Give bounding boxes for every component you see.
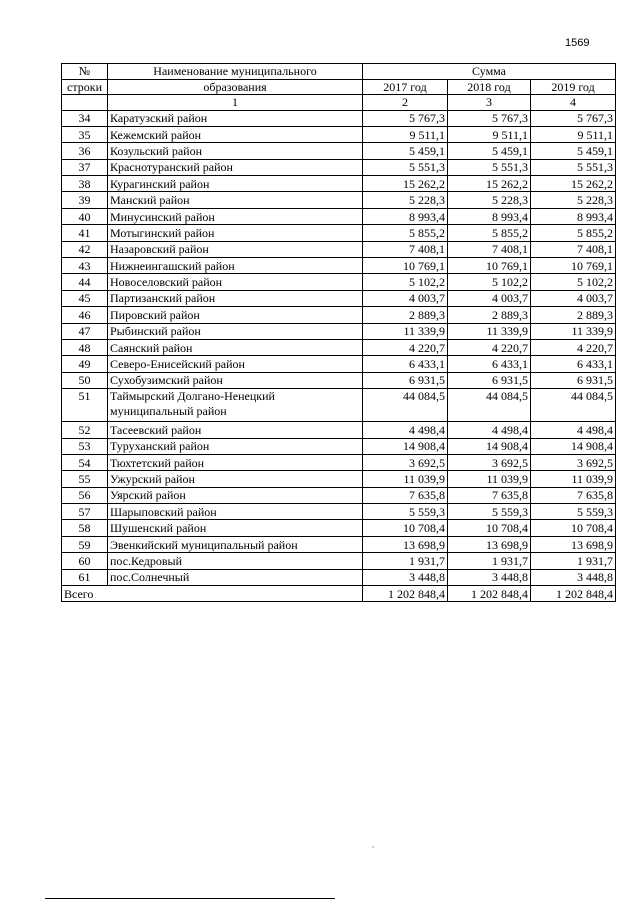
table-row (62, 553, 616, 569)
total-label: Всего (62, 586, 108, 602)
value-2018: 5 228,3 (448, 192, 531, 208)
value-2017: 6 931,5 (363, 372, 448, 388)
table-row (62, 290, 616, 306)
municipality-name: Эвенкийский муниципальный район (108, 536, 363, 552)
table-row (62, 307, 616, 323)
total-value-2018: 1 202 848,4 (448, 586, 531, 602)
value-2018: 10 769,1 (448, 258, 531, 274)
table-row (62, 323, 616, 339)
column-header-number-line2: строки (62, 79, 108, 95)
row-number: 45 (62, 290, 108, 306)
municipality-name: Каратузский район (108, 110, 363, 126)
row-number: 58 (62, 520, 108, 536)
value-2017: 10 769,1 (363, 258, 448, 274)
value-2017: 44 084,5 (363, 389, 448, 422)
table-header (62, 64, 616, 111)
value-2018: 5 551,3 (448, 159, 531, 175)
column-header-year-2017: 2017 год (363, 79, 448, 95)
value-2019: 5 855,2 (531, 225, 616, 241)
value-2017: 7 635,8 (363, 487, 448, 503)
value-2017: 1 931,7 (363, 553, 448, 569)
index-cell: 1 (108, 95, 363, 111)
column-header-name-line2: образования (108, 79, 363, 95)
total-empty-cell (108, 586, 363, 602)
row-number: 54 (62, 454, 108, 470)
value-2017: 5 767,3 (363, 110, 448, 126)
index-cell: 3 (448, 95, 531, 111)
value-2017: 5 855,2 (363, 225, 448, 241)
row-number: 39 (62, 192, 108, 208)
row-number: 38 (62, 176, 108, 192)
value-2019: 2 889,3 (531, 307, 616, 323)
value-2017: 11 039,9 (363, 471, 448, 487)
table-row (62, 225, 616, 241)
table-row (62, 471, 616, 487)
value-2018: 9 511,1 (448, 126, 531, 142)
table-row (62, 274, 616, 290)
value-2019: 6 433,1 (531, 356, 616, 372)
value-2017: 9 511,1 (363, 126, 448, 142)
municipality-name: Тасеевский район (108, 422, 363, 438)
row-number: 49 (62, 356, 108, 372)
table-row (62, 176, 616, 192)
value-2017: 4 220,7 (363, 339, 448, 355)
municipality-name: Уярский район (108, 487, 363, 503)
table-body (62, 110, 616, 586)
municipality-name: Пировский район (108, 307, 363, 323)
municipality-name: Краснотуранский район (108, 159, 363, 175)
value-2017: 10 708,4 (363, 520, 448, 536)
scan-speck (372, 846, 374, 848)
page-number: 1569 (565, 37, 590, 49)
row-number: 61 (62, 569, 108, 585)
value-2017: 5 102,2 (363, 274, 448, 290)
municipality-name: Новоселовский район (108, 274, 363, 290)
municipality-name: Кежемский район (108, 126, 363, 142)
municipality-name: Саянский район (108, 339, 363, 355)
value-2017: 15 262,2 (363, 176, 448, 192)
municipality-name: Тюхтетский район (108, 454, 363, 470)
row-number: 44 (62, 274, 108, 290)
table-row (62, 438, 616, 454)
table-row (62, 569, 616, 585)
total-row (62, 586, 616, 602)
subsidy-table (61, 63, 616, 602)
table-row (62, 339, 616, 355)
value-2019: 13 698,9 (531, 536, 616, 552)
table-row (62, 536, 616, 552)
index-cell (62, 95, 108, 111)
row-number: 41 (62, 225, 108, 241)
row-number: 40 (62, 208, 108, 224)
value-2018: 5 459,1 (448, 143, 531, 159)
municipality-name: Шарыповский район (108, 504, 363, 520)
row-number: 57 (62, 504, 108, 520)
value-2019: 7 408,1 (531, 241, 616, 257)
value-2019: 5 102,2 (531, 274, 616, 290)
row-number: 34 (62, 110, 108, 126)
value-2017: 4 498,4 (363, 422, 448, 438)
row-number: 42 (62, 241, 108, 257)
value-2019: 11 039,9 (531, 471, 616, 487)
row-number: 48 (62, 339, 108, 355)
column-header-year-2018: 2018 год (448, 79, 531, 95)
total-value-2019: 1 202 848,4 (531, 586, 616, 602)
value-2019: 9 511,1 (531, 126, 616, 142)
table-row (62, 372, 616, 388)
municipality-name: Партизанский район (108, 290, 363, 306)
value-2017: 4 003,7 (363, 290, 448, 306)
table-row (62, 159, 616, 175)
row-number: 55 (62, 471, 108, 487)
table-row (62, 126, 616, 142)
value-2019: 4 498,4 (531, 422, 616, 438)
value-2019: 8 993,4 (531, 208, 616, 224)
row-number: 46 (62, 307, 108, 323)
table-row (62, 143, 616, 159)
index-cell: 4 (531, 95, 616, 111)
municipality-name: Козульский район (108, 143, 363, 159)
table-row (62, 520, 616, 536)
value-2018: 10 708,4 (448, 520, 531, 536)
value-2018: 1 931,7 (448, 553, 531, 569)
value-2017: 3 448,8 (363, 569, 448, 585)
row-number: 51 (62, 389, 108, 422)
value-2018: 11 039,9 (448, 471, 531, 487)
municipality-name: Манский район (108, 192, 363, 208)
table-row (62, 454, 616, 470)
value-2019: 10 769,1 (531, 258, 616, 274)
value-2019: 6 931,5 (531, 372, 616, 388)
row-number: 52 (62, 422, 108, 438)
value-2019: 5 559,3 (531, 504, 616, 520)
municipality-name: Шушенский район (108, 520, 363, 536)
table-row (62, 258, 616, 274)
table-row (62, 356, 616, 372)
municipality-name: Курагинский район (108, 176, 363, 192)
value-2019: 5 551,3 (531, 159, 616, 175)
table-row (62, 487, 616, 503)
value-2018: 13 698,9 (448, 536, 531, 552)
row-number: 53 (62, 438, 108, 454)
value-2019: 4 003,7 (531, 290, 616, 306)
index-cell: 2 (363, 95, 448, 111)
value-2017: 5 459,1 (363, 143, 448, 159)
municipality-name: Ужурский район (108, 471, 363, 487)
value-2018: 6 433,1 (448, 356, 531, 372)
total-value-2017: 1 202 848,4 (363, 586, 448, 602)
municipality-name: Мотыгинский район (108, 225, 363, 241)
value-2018: 3 448,8 (448, 569, 531, 585)
row-number: 50 (62, 372, 108, 388)
value-2019: 5 767,3 (531, 110, 616, 126)
table-row (62, 389, 616, 422)
table-row (62, 241, 616, 257)
municipality-name: Северо-Енисейский район (108, 356, 363, 372)
municipality-name: Минусинский район (108, 208, 363, 224)
table-row (62, 208, 616, 224)
column-header-sum: Сумма (363, 64, 616, 80)
value-2019: 44 084,5 (531, 389, 616, 422)
value-2017: 6 433,1 (363, 356, 448, 372)
table-row (62, 504, 616, 520)
value-2017: 3 692,5 (363, 454, 448, 470)
value-2017: 7 408,1 (363, 241, 448, 257)
row-number: 47 (62, 323, 108, 339)
value-2018: 4 003,7 (448, 290, 531, 306)
row-number: 59 (62, 536, 108, 552)
value-2018: 8 993,4 (448, 208, 531, 224)
row-number: 36 (62, 143, 108, 159)
value-2018: 7 635,8 (448, 487, 531, 503)
value-2018: 2 889,3 (448, 307, 531, 323)
row-number: 60 (62, 553, 108, 569)
municipality-name: Рыбинский район (108, 323, 363, 339)
municipality-name: Назаровский район (108, 241, 363, 257)
row-number: 56 (62, 487, 108, 503)
value-2017: 11 339,9 (363, 323, 448, 339)
value-2017: 8 993,4 (363, 208, 448, 224)
row-number: 35 (62, 126, 108, 142)
value-2019: 11 339,9 (531, 323, 616, 339)
table-row (62, 110, 616, 126)
value-2018: 7 408,1 (448, 241, 531, 257)
value-2019: 15 262,2 (531, 176, 616, 192)
table-row (62, 422, 616, 438)
value-2017: 14 908,4 (363, 438, 448, 454)
column-header-name-line1: Наименование муниципального (108, 64, 363, 80)
value-2018: 3 692,5 (448, 454, 531, 470)
municipality-name: Туруханский район (108, 438, 363, 454)
municipality-name: Нижнеингашский район (108, 258, 363, 274)
municipality-name: Таймырский Долгано-Ненецкий муниципальный район (108, 389, 363, 422)
value-2018: 6 931,5 (448, 372, 531, 388)
value-2019: 14 908,4 (531, 438, 616, 454)
value-2018: 44 084,5 (448, 389, 531, 422)
value-2019: 7 635,8 (531, 487, 616, 503)
value-2017: 5 559,3 (363, 504, 448, 520)
row-number: 43 (62, 258, 108, 274)
column-header-number-line1: № (62, 64, 108, 80)
value-2017: 13 698,9 (363, 536, 448, 552)
table-row (62, 192, 616, 208)
value-2018: 4 498,4 (448, 422, 531, 438)
value-2019: 3 448,8 (531, 569, 616, 585)
value-2018: 5 855,2 (448, 225, 531, 241)
row-number: 37 (62, 159, 108, 175)
municipality-name: пос.Кедровый (108, 553, 363, 569)
value-2019: 3 692,5 (531, 454, 616, 470)
value-2017: 5 551,3 (363, 159, 448, 175)
value-2019: 5 228,3 (531, 192, 616, 208)
value-2018: 14 908,4 (448, 438, 531, 454)
value-2018: 5 767,3 (448, 110, 531, 126)
municipality-name: пос.Солнечный (108, 569, 363, 585)
footer-rule (45, 898, 335, 899)
value-2019: 5 459,1 (531, 143, 616, 159)
municipality-name: Сухобузимский район (108, 372, 363, 388)
value-2018: 5 559,3 (448, 504, 531, 520)
value-2018: 15 262,2 (448, 176, 531, 192)
value-2018: 5 102,2 (448, 274, 531, 290)
value-2017: 2 889,3 (363, 307, 448, 323)
value-2019: 1 931,7 (531, 553, 616, 569)
value-2018: 4 220,7 (448, 339, 531, 355)
index-row (62, 95, 616, 111)
value-2019: 10 708,4 (531, 520, 616, 536)
column-header-year-2019: 2019 год (531, 79, 616, 95)
value-2017: 5 228,3 (363, 192, 448, 208)
value-2019: 4 220,7 (531, 339, 616, 355)
value-2018: 11 339,9 (448, 323, 531, 339)
